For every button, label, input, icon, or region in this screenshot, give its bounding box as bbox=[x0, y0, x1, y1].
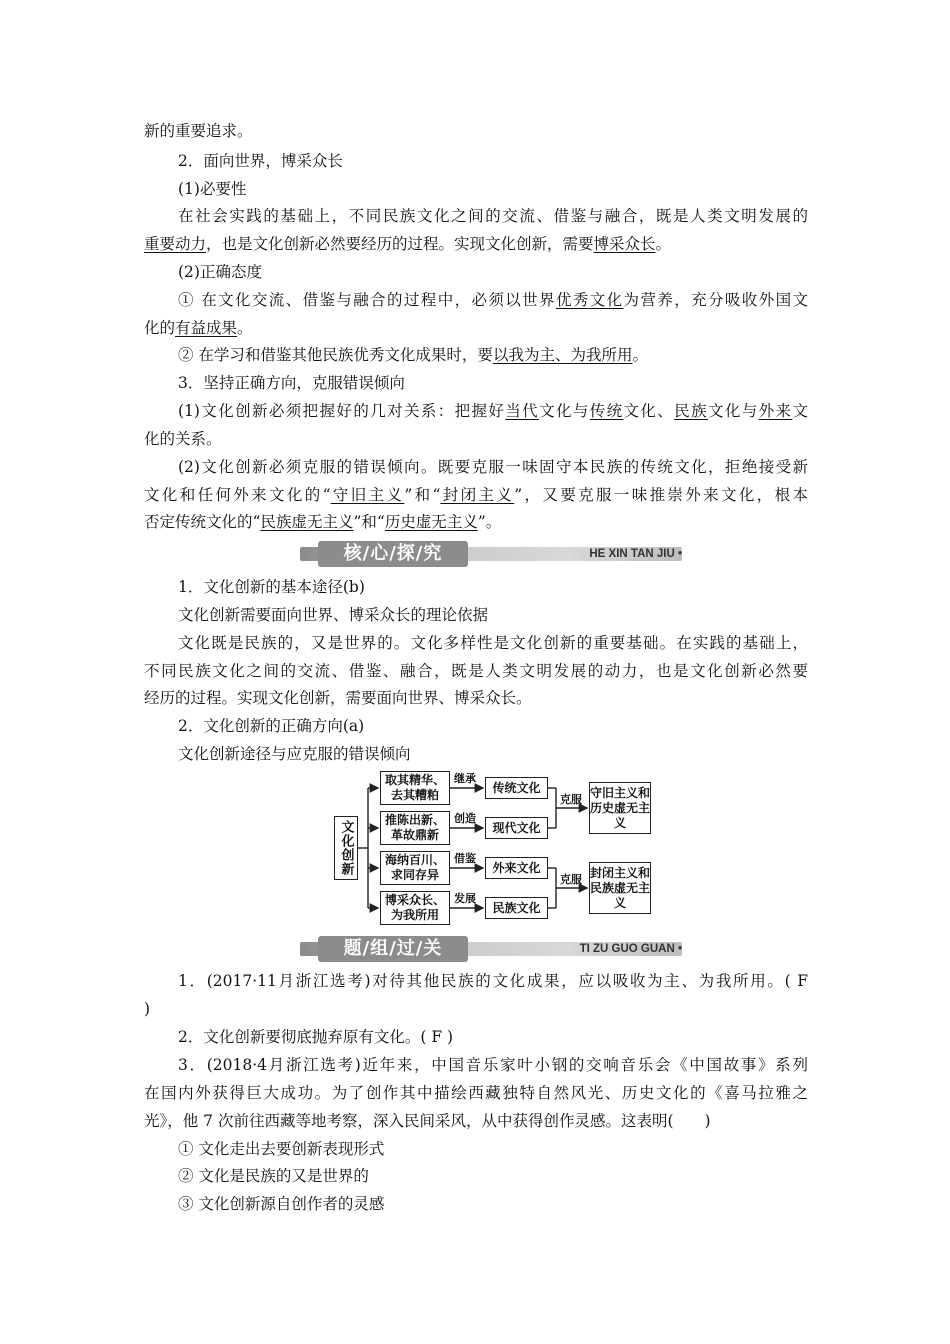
key-term: 民族虚无主义 bbox=[260, 513, 354, 531]
banner-pinyin: HE XIN TAN JIU • bbox=[589, 548, 682, 560]
question-line: ) bbox=[144, 1000, 151, 1018]
text-line: 化的关系。 bbox=[144, 430, 222, 448]
text-line: (1)文化创新必须把握好的几对关系：把握好当代文化与传统文化、民族文化与外来文 bbox=[178, 402, 808, 420]
text-line: (2)文化创新必须克服的错误倾向。既要克服一味固守本民族的传统文化，拒绝接受新 bbox=[178, 458, 808, 476]
subheading: (2)正确态度 bbox=[178, 263, 262, 281]
diagram-verb-label: 借鉴 bbox=[454, 852, 476, 865]
banner-pinyin: TI ZU GUO GUAN • bbox=[579, 943, 682, 955]
subheading: (1)必要性 bbox=[178, 180, 247, 198]
section-banner-core bbox=[300, 541, 682, 567]
text-line: 文化创新需要面向世界、博采众长的理论依据 bbox=[178, 606, 489, 624]
text-line: 文化和任何外来文化的“守旧主义”和“封闭主义”，又要克服一味推崇外来文化，根本 bbox=[144, 486, 808, 504]
key-term: 以我为主、为我所用 bbox=[492, 346, 633, 364]
diagram-root: 文化创新 bbox=[334, 816, 358, 880]
diagram-verb-label: 发展 bbox=[454, 892, 476, 905]
diagram-overcome-label: 克服 bbox=[560, 793, 582, 806]
subheading: 1．文化创新的基本途径(b) bbox=[178, 578, 365, 596]
subheading: 3．坚持正确方向，克服错误倾向 bbox=[178, 374, 405, 392]
diagram-way-box: 海纳百川、求同存异 bbox=[380, 851, 450, 885]
key-term: 守旧主义 bbox=[330, 486, 405, 504]
key-term: 民族 bbox=[674, 402, 708, 420]
text-line: 重要动力，也是文化创新必然要经历的过程。实现文化创新，需要博采众长。 bbox=[144, 235, 672, 253]
text-line: 新的重要追求。 bbox=[144, 122, 253, 140]
text-line: 文化创新途径与应克服的错误倾向 bbox=[178, 745, 411, 763]
text-line: 文化既是民族的，又是世界的。文化多样性是文化创新的重要基础。在实践的基础上， bbox=[178, 634, 808, 652]
diagram-error-box: 封闭主义和民族虚无主义 bbox=[589, 862, 651, 914]
key-term: 优秀文化 bbox=[555, 291, 624, 309]
diagram-verb-label: 继承 bbox=[454, 772, 476, 785]
text-line: ① 在文化交流、借鉴与融合的过程中，必须以世界优秀文化为营养，充分吸收外国文 bbox=[178, 291, 808, 309]
diagram-way-box: 博采众长、为我所用 bbox=[380, 891, 450, 925]
diagram-target-box: 外来文化 bbox=[485, 857, 548, 879]
key-term: 重要动力 bbox=[144, 235, 207, 253]
question-line: 2．文化创新要彻底抛弃原有文化。( F ) bbox=[178, 1028, 454, 1046]
text-line: 否定传统文化的“民族虚无主义”和“历史虚无主义”。 bbox=[144, 513, 502, 531]
key-term: 当代 bbox=[505, 402, 540, 420]
text-line: ② 在学习和借鉴其他民族优秀文化成果时，要以我为主、为我所用。 bbox=[178, 346, 648, 364]
diagram-overcome-label: 克服 bbox=[560, 873, 582, 886]
key-term: 历史虚无主义 bbox=[384, 513, 478, 531]
key-term: 有益成果 bbox=[175, 319, 238, 337]
text-line: 在社会实践的基础上，不同民族文化之间的交流、借鉴与融合，既是人类文明发展的 bbox=[178, 207, 808, 225]
question-line: 3．(2018·4月浙江选考)近年来，中国音乐家叶小钢的交响音乐会《中国故事》系列 bbox=[178, 1056, 808, 1074]
diagram-target-box: 现代文化 bbox=[485, 817, 548, 839]
diagram-target-box: 民族文化 bbox=[485, 897, 548, 919]
diagram-way-box: 取其精华、去其糟粕 bbox=[380, 771, 450, 805]
diagram-way-box: 推陈出新、革故鼎新 bbox=[380, 811, 450, 845]
text-line: 化的有益成果。 bbox=[144, 319, 253, 337]
key-term: 传统 bbox=[589, 402, 624, 420]
diagram-verb-label: 创造 bbox=[454, 812, 476, 825]
question-line: 光》，他 7 次前往西藏等地考察，深入民间采风，从中获得创作灵感。这表明( ) bbox=[144, 1112, 711, 1130]
culture-innovation-diagram bbox=[330, 768, 660, 928]
key-term: 封闭主义 bbox=[440, 486, 515, 504]
subheading: 2．文化创新的正确方向(a) bbox=[178, 717, 365, 735]
option-line: ③ 文化创新源自创作者的灵感 bbox=[178, 1195, 385, 1213]
diagram-error-box: 守旧主义和历史虚无主义 bbox=[589, 782, 651, 834]
key-term: 外来 bbox=[758, 402, 793, 420]
key-term: 博采众长 bbox=[593, 235, 656, 253]
text-line: 不同民族文化之间的交流、借鉴、融合，既是人类文明发展的动力，也是文化创新必然要 bbox=[144, 662, 808, 680]
banner-title: 核/心/探/究 bbox=[318, 541, 468, 567]
question-line: 在国内外获得巨大成功。为了创作其中描绘西藏独特自然风光、历史文化的《喜马拉雅之 bbox=[144, 1084, 808, 1102]
subheading: 2．面向世界，博采众长 bbox=[178, 152, 343, 170]
question-line: 1．(2017·11月浙江选考)对待其他民族的文化成果，应以吸收为主、为我所用。( F bbox=[178, 972, 808, 990]
banner-title: 题/组/过/关 bbox=[318, 936, 468, 962]
section-banner-quiz bbox=[300, 936, 682, 962]
diagram-target-box: 传统文化 bbox=[485, 777, 548, 799]
option-line: ① 文化走出去要创新表现形式 bbox=[178, 1140, 385, 1158]
text-line: 经历的过程。实现文化创新，需要面向世界、博采众长。 bbox=[144, 689, 532, 707]
option-line: ② 文化是民族的又是世界的 bbox=[178, 1167, 369, 1185]
